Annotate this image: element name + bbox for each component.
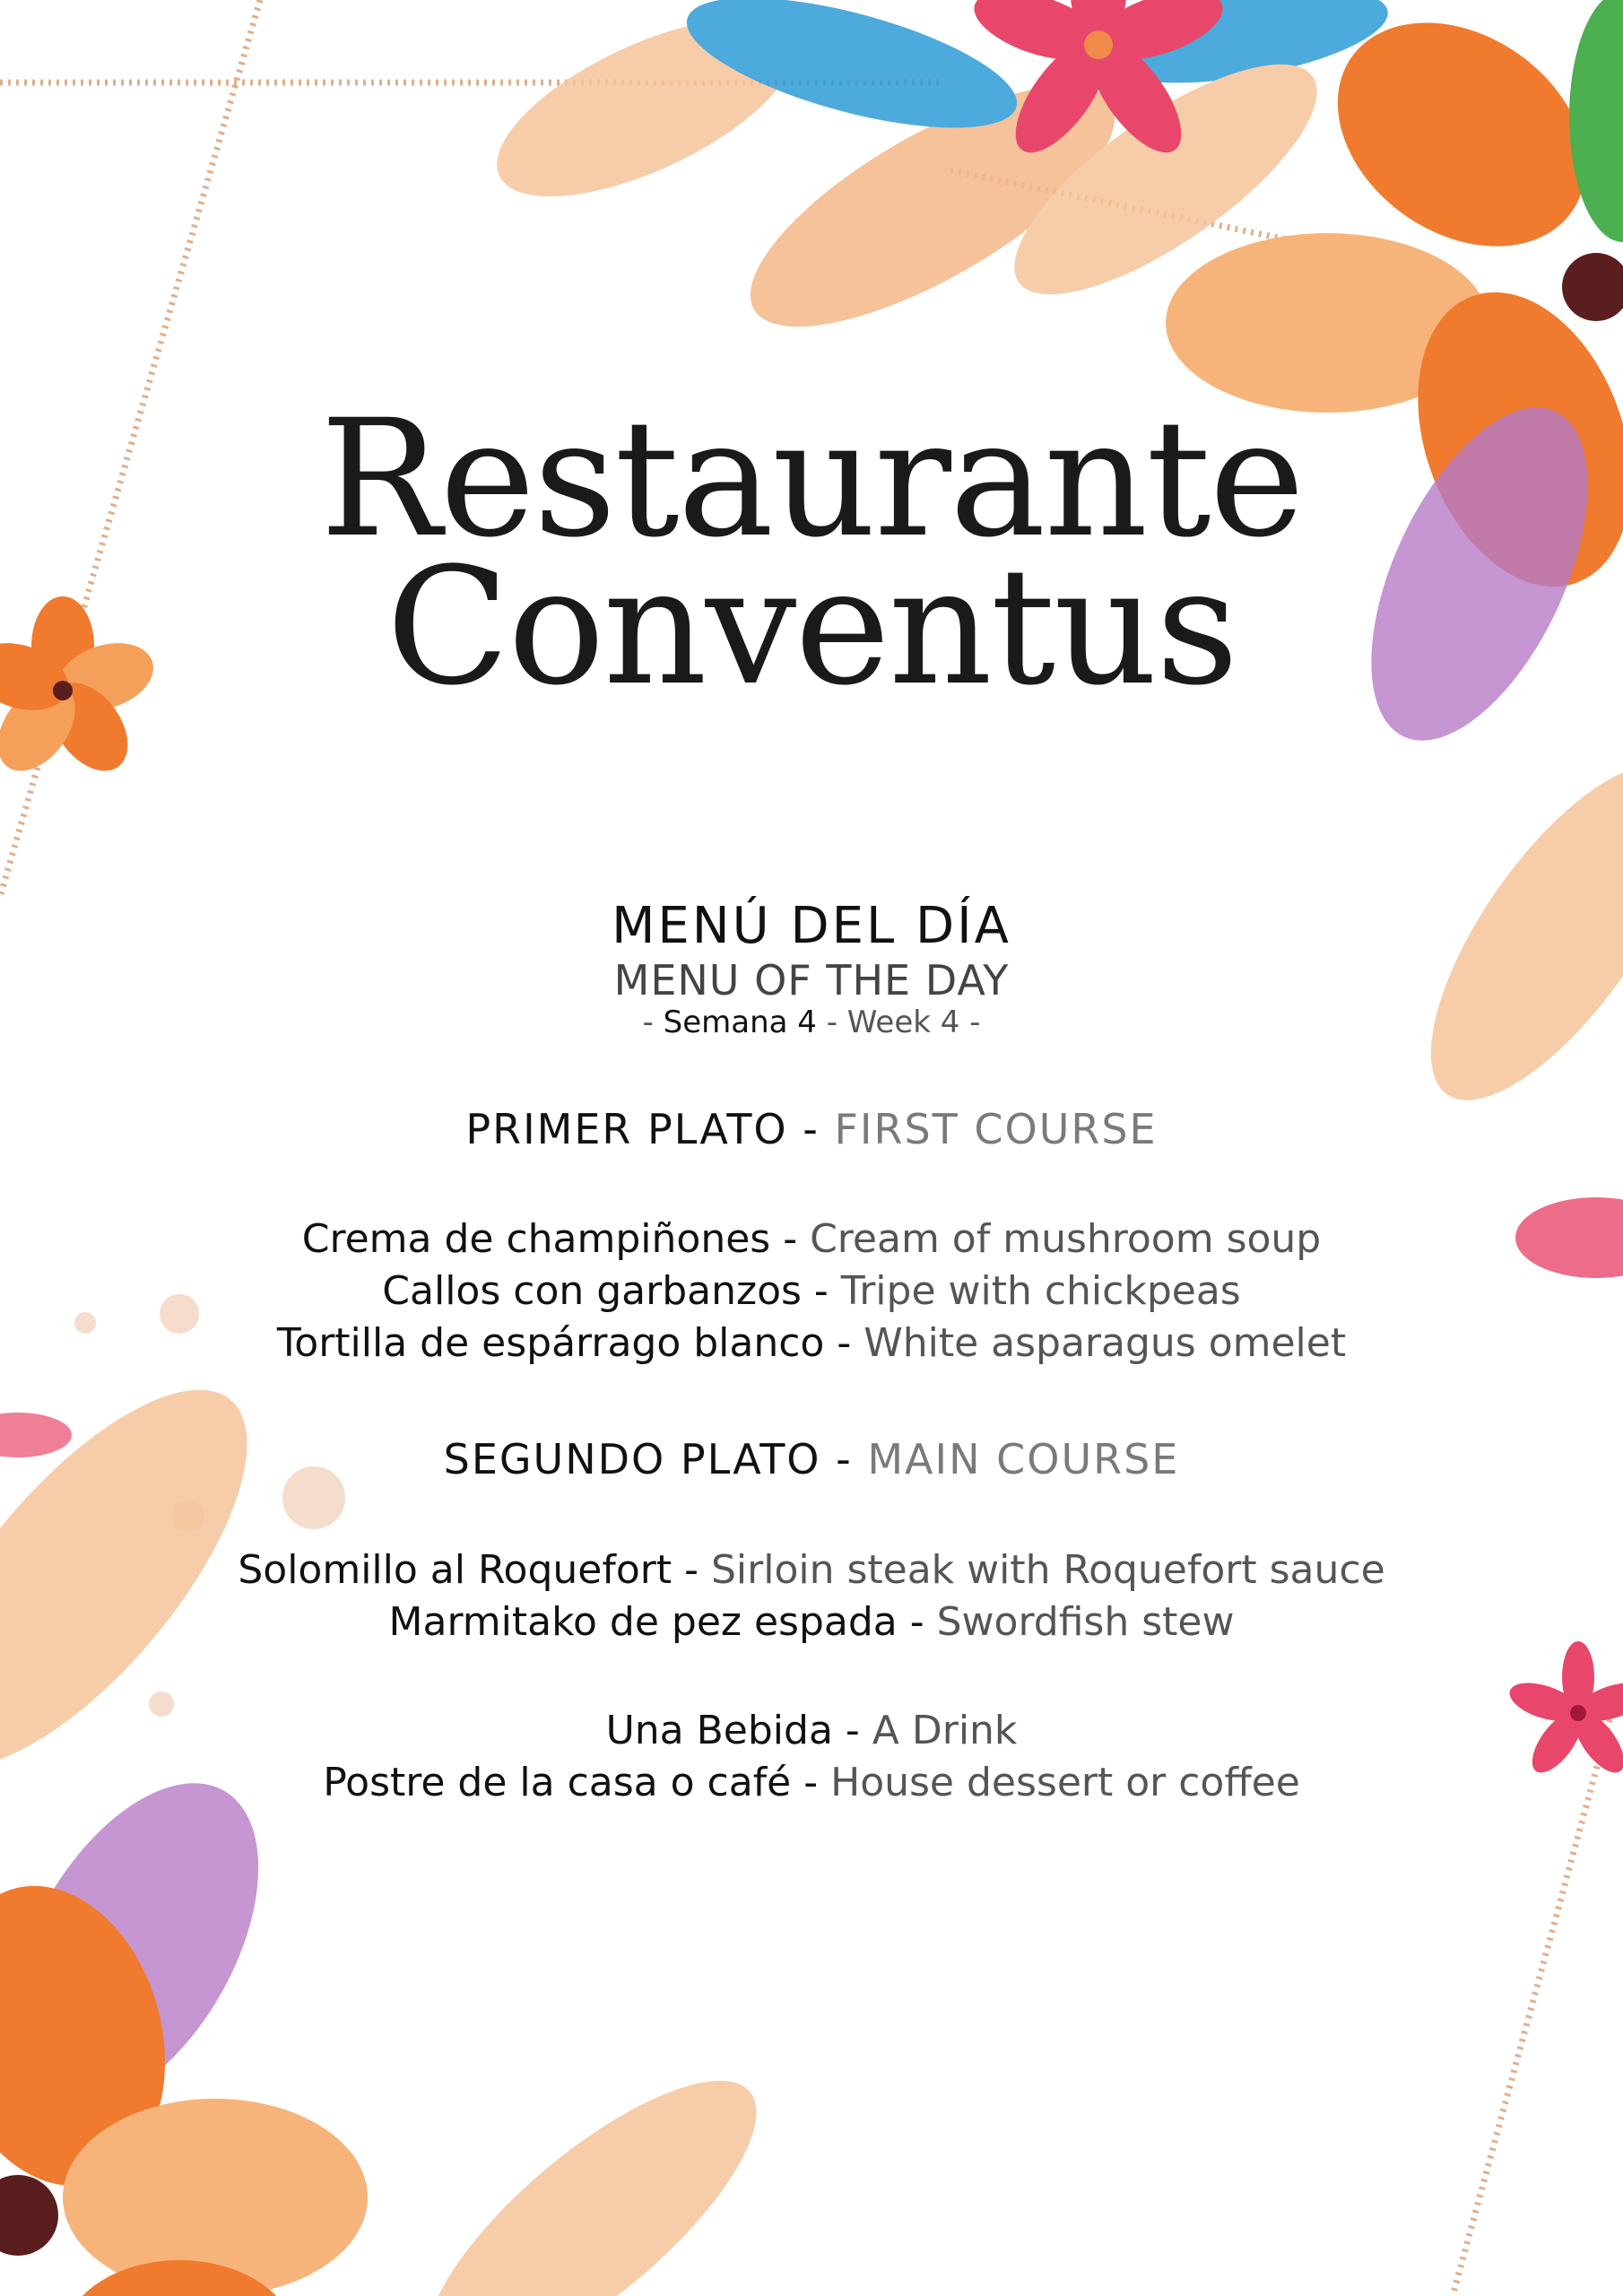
menu-item: [0, 1596, 1623, 1648]
dish-es: Crema de champiñones: [301, 1216, 771, 1262]
week-label: [0, 1004, 1623, 1040]
week-dash-end: -: [959, 1004, 981, 1040]
dish-en: Swordfish stew: [936, 1599, 1235, 1645]
dish-es: Marmitako de pez espada: [388, 1599, 898, 1645]
restaurant-name-line2: Conventus: [386, 534, 1237, 721]
separator: -: [824, 1320, 864, 1366]
dish-en: Sirloin steak with Roquefort sauce: [710, 1547, 1385, 1593]
dish-es: Callos con garbanzos: [382, 1268, 802, 1314]
restaurant-name-line1: Restaurante: [319, 386, 1304, 573]
separator: -: [820, 1435, 868, 1483]
menu-extra: [0, 1705, 1623, 1757]
week-dash-lead: -: [642, 1004, 664, 1040]
dish-es: Tortilla de espárrago blanco: [276, 1320, 825, 1366]
first-course-heading: [0, 1105, 1623, 1153]
separator: -: [801, 1268, 841, 1314]
extra-es: Postre de la casa o café: [323, 1760, 792, 1805]
extra-en: House dessert or coffee: [830, 1760, 1300, 1805]
separator: -: [770, 1216, 811, 1262]
menu-extra: [0, 1757, 1623, 1809]
dish-es: Solomillo al Roquefort: [238, 1547, 673, 1593]
dish-en: White asparagus omelet: [864, 1320, 1347, 1366]
menu-item: [0, 1544, 1623, 1596]
bottom-leaf: [387, 2037, 795, 2296]
week-en: Week 4: [846, 1004, 960, 1040]
dish-en: Cream of mushroom soup: [810, 1216, 1322, 1262]
week-es: Semana 4: [663, 1004, 817, 1040]
separator: -: [787, 1105, 835, 1153]
extra-en: A Drink: [872, 1708, 1018, 1753]
menu-title-en: MENU OF THE DAY: [613, 956, 1010, 1004]
menu-item: [0, 1213, 1623, 1265]
dish-en: Tripe with chickpeas: [840, 1268, 1241, 1314]
menu-title-es: MENÚ DEL DÍA: [612, 897, 1011, 955]
separator: -: [672, 1547, 711, 1593]
first-course-title-en: FIRST COURSE: [834, 1105, 1158, 1153]
main-course-heading: [0, 1435, 1623, 1483]
week-dash-mid: -: [816, 1004, 847, 1040]
menu-item: [0, 1318, 1623, 1370]
separator: -: [791, 1760, 831, 1805]
main-course-title-es: SEGUNDO PLATO: [443, 1435, 821, 1483]
separator: -: [832, 1708, 872, 1753]
main-course-title-en: MAIN COURSE: [867, 1435, 1180, 1483]
separator: -: [897, 1599, 937, 1645]
extra-es: Una Bebida: [605, 1708, 833, 1753]
first-course-title-es: PRIMER PLATO: [465, 1105, 788, 1153]
menu-item: [0, 1265, 1623, 1318]
